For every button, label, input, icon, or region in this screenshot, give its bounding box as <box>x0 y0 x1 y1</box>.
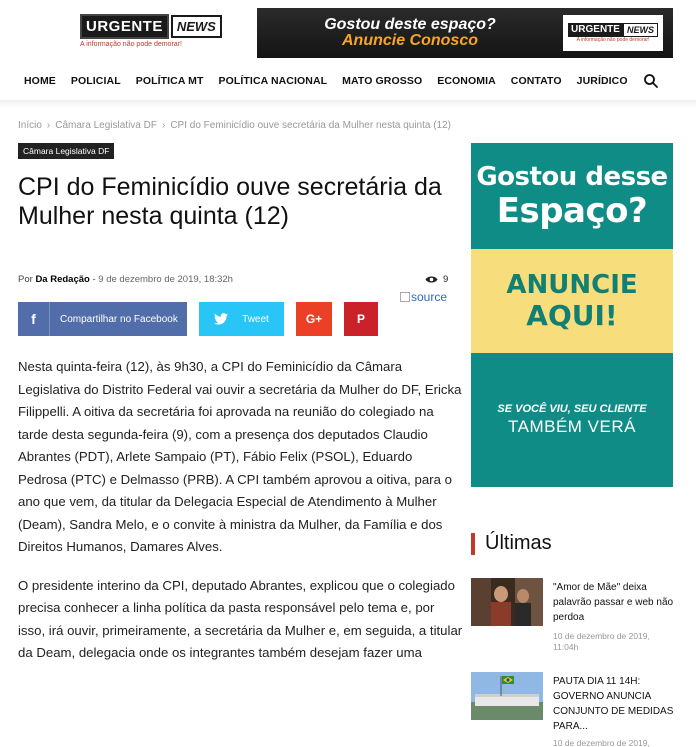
banner-logo-urgente: URGENTE <box>568 23 623 37</box>
news-date: 10 de dezembro de 2019, 11:04h <box>553 631 650 652</box>
ad-top-line-1: Gostou desse <box>476 162 668 192</box>
breadcrumb <box>18 120 451 131</box>
banner-line-1: Gostou deste espaço? <box>324 16 496 33</box>
logo-news: NEWS <box>171 15 222 38</box>
nav-item-policial[interactable]: POLICIAL <box>70 75 121 87</box>
twitter-icon <box>214 313 228 325</box>
eye-icon <box>425 275 438 284</box>
main-nav <box>0 66 696 96</box>
banner-text <box>257 17 563 49</box>
article-meta <box>18 274 233 285</box>
breadcrumb-separator: › <box>161 120 166 131</box>
article-paragraph: O presidente interino da CPI, deputado Abrantes, explicou que o colegiado precisa conhecer a linha política da pasta responsável pelo tema e, por isso, irá ouvir, primeiramente, a secretária da Mulher e, em seguida, a titular da Deam, delegacia onde os integrantes também desejam fazer uma <box>18 577 463 660</box>
nav-item-politica-mt[interactable]: POLÍTICA MT <box>135 75 204 87</box>
ad-mid-line-2: AQUI! <box>526 299 618 332</box>
source-image-broken <box>400 290 447 304</box>
googleplus-icon: G+ <box>305 312 323 326</box>
news-title[interactable]: PAUTA DIA 11 14H: GOVERNO ANUNCIA CONJUNTO DE MEDIDAS PARA... <box>553 676 674 732</box>
meta-by: Por <box>18 274 33 285</box>
ad-top-line-2: Espaço? <box>496 191 648 231</box>
ad-bot-line-1: SE VOCÊ VIU, SEU CLIENTE <box>497 403 647 415</box>
nav-item-contato[interactable]: CONTATO <box>510 75 562 87</box>
logo-wordmark <box>80 14 216 39</box>
share-twitter-label: Tweet <box>242 313 269 325</box>
breadcrumb-current[interactable]: CPI do Feminicídio ouve secretária da Mulher nesta quinta (12) <box>170 120 452 131</box>
site-header <box>0 0 696 110</box>
news-title[interactable]: "Amor de Mãe" deixa palavrão passar e web não perdoa <box>553 582 674 623</box>
news-thumbnail[interactable] <box>471 578 543 626</box>
latest-news-heading <box>471 532 552 555</box>
logo-urgente: URGENTE <box>80 14 169 39</box>
heading-accent-bar <box>471 533 475 555</box>
article-paragraph: Nesta quinta-feira (12), às 9h30, a CPI do Feminicídio da Câmara Legislativa do Distrito Federal vai ouvir a secretária da Mulher do DF, Ericka Filippelli. A oitiva da secretária foi aprovada na reunião do colegiado na tarde desta segunda-feira (9), com a presença dos deputados Claudio Abrantes (PDT), Arlete Sampaio (PT), Fábio Felix (PSOL), Eduardo Pedrosa (PTC) e Delmasso (PRB). A CPI também aprovou a oitiva, para o ano que vem, da titular da Delegacia Especial de Atendimento à Mulher (Deam), Sandra Melo, e o convite à ministra da Mulher, da Família e dos Direitos Humanos, Damares Alves. <box>18 359 462 554</box>
news-thumbnail[interactable] <box>471 672 543 720</box>
latest-heading-text: Últimas <box>485 532 552 554</box>
banner-logo-news: NEWS <box>623 23 658 37</box>
article-title: CPI do Feminicídio ouve secretária da Mulher nesta quinta (12) <box>18 173 442 230</box>
share-twitter-button[interactable] <box>199 302 284 336</box>
breadcrumb-category[interactable]: Câmara Legislativa DF <box>55 120 157 131</box>
banner-logo <box>563 15 663 51</box>
view-count-value: 9 <box>443 274 449 285</box>
banner-logo-tagline: A informação não pode demorar! <box>576 37 650 43</box>
broken-image-icon <box>400 292 410 302</box>
facebook-icon: f <box>18 302 50 336</box>
banner-line-2: Anuncie Conosco <box>341 32 478 49</box>
share-googleplus-button[interactable] <box>296 302 332 336</box>
breadcrumb-separator: › <box>46 120 51 131</box>
breadcrumb-home[interactable]: Início <box>18 120 42 131</box>
ad-mid-line-1: ANUNCIE <box>506 270 638 300</box>
ad-middle-block <box>471 249 673 353</box>
header-ad-banner[interactable] <box>257 8 673 58</box>
article-body <box>18 356 464 681</box>
pinterest-icon: P <box>356 312 365 326</box>
nav-item-home[interactable]: HOME <box>24 75 56 87</box>
share-facebook-label: Compartilhar no Facebook <box>60 313 178 325</box>
logo-tagline: A informação não pode demorar! <box>80 41 182 48</box>
ad-top-block <box>471 143 673 249</box>
category-tag[interactable]: Câmara Legislativa DF <box>18 143 114 159</box>
view-count <box>425 274 448 285</box>
header-divider <box>0 100 696 108</box>
nav-item-juridico[interactable]: JURÍDICO <box>576 75 628 87</box>
ad-bot-line-2: TAMBÉM VERÁ <box>508 417 636 436</box>
search-icon[interactable] <box>643 73 659 89</box>
share-facebook-button[interactable] <box>18 302 187 336</box>
site-logo[interactable] <box>80 14 216 54</box>
nav-item-economia[interactable]: ECONOMIA <box>437 75 496 87</box>
author-link[interactable]: Da Redação <box>35 274 90 285</box>
meta-dash: - <box>92 274 96 285</box>
nav-item-politica-nacional[interactable]: POLÍTICA NACIONAL <box>218 75 328 87</box>
nav-item-mato-grosso[interactable]: MATO GROSSO <box>342 75 423 87</box>
share-pinterest-button[interactable] <box>344 302 378 336</box>
article-date: 9 de dezembro de 2019, 18:32h <box>98 274 233 285</box>
ad-bottom-block <box>471 353 673 487</box>
source-alt-text: source <box>411 290 448 304</box>
news-date: 10 de dezembro de 2019, <box>553 738 650 747</box>
sidebar-ad[interactable] <box>471 143 673 487</box>
